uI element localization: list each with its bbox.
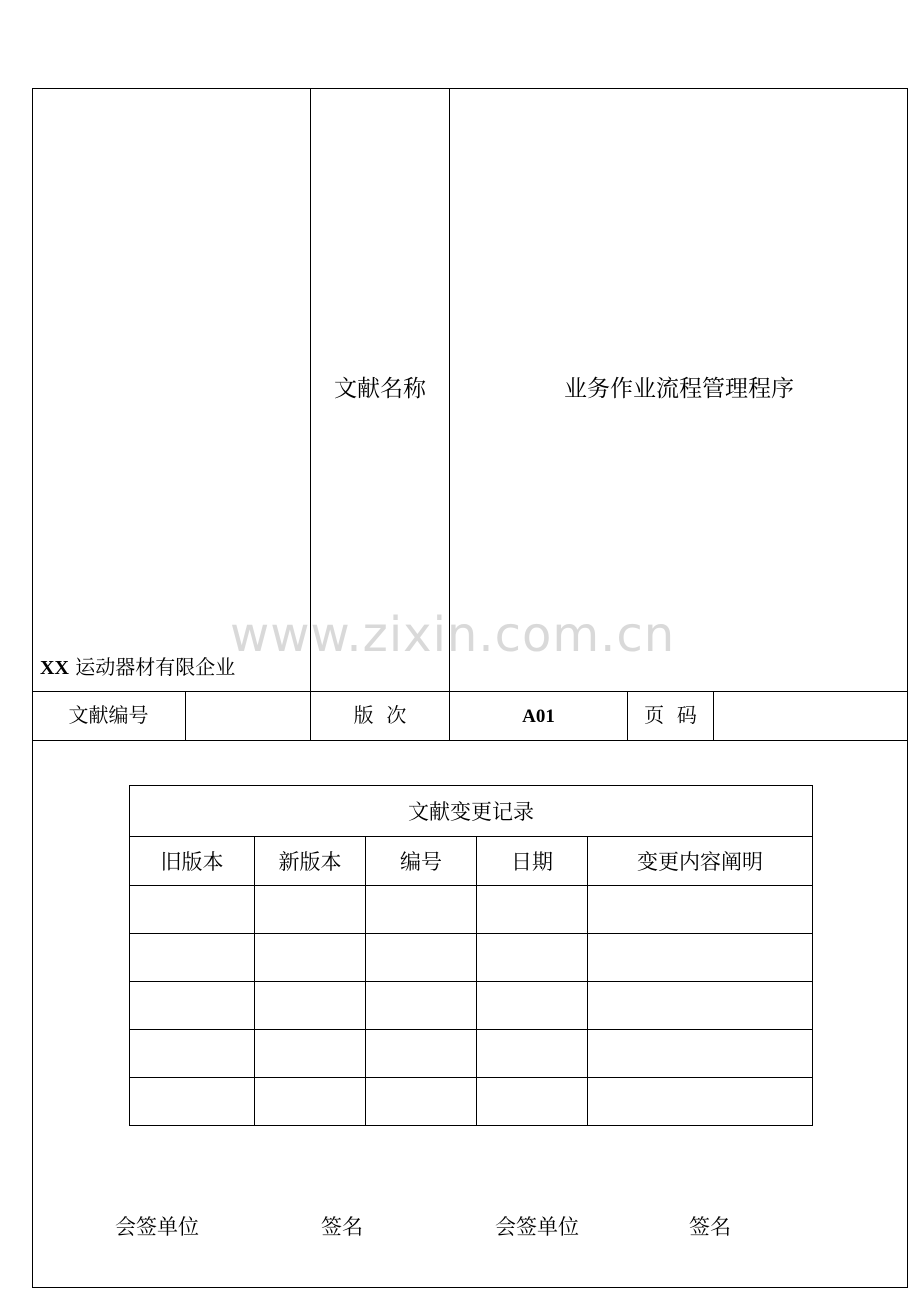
table-row: [130, 1030, 813, 1078]
table-cell[interactable]: [366, 1078, 477, 1126]
change-log-header-row: [130, 837, 813, 886]
watermark: www.zixin.com.cn: [230, 607, 676, 663]
table-row: [130, 982, 813, 1030]
version-value: A01: [522, 706, 555, 727]
signoff-sign-label-1: 签名: [321, 1215, 363, 1239]
column-header-old-version: 旧版本: [130, 837, 255, 886]
doc-name-value: 业务作业流程管理程序: [564, 376, 794, 402]
table-cell[interactable]: [588, 1078, 813, 1126]
table-cell[interactable]: [255, 1078, 366, 1126]
table-cell[interactable]: [255, 982, 366, 1030]
column-header-number: 编号: [366, 837, 477, 886]
table-cell[interactable]: [366, 1030, 477, 1078]
table-cell[interactable]: [477, 1030, 588, 1078]
table-cell[interactable]: [588, 1030, 813, 1078]
signoff-unit-label-1: 会签单位: [115, 1215, 199, 1239]
column-header-new-version: 新版本: [255, 837, 366, 886]
table-cell[interactable]: [255, 934, 366, 982]
divider-meta-5: [713, 691, 714, 740]
table-cell[interactable]: [477, 934, 588, 982]
change-log-title: 文献变更记录: [130, 786, 813, 837]
table-cell[interactable]: [366, 934, 477, 982]
table-cell[interactable]: [130, 982, 255, 1030]
table-cell[interactable]: [588, 982, 813, 1030]
table-cell[interactable]: [255, 886, 366, 934]
table-cell[interactable]: [366, 982, 477, 1030]
table-cell[interactable]: [588, 886, 813, 934]
company-name-text: 运动器材有限企业: [75, 655, 236, 679]
version-label: 版 次: [353, 703, 407, 727]
table-cell[interactable]: [477, 1078, 588, 1126]
page-label: 页 码: [644, 703, 697, 727]
signoff-sign-label-2: 签名: [689, 1215, 731, 1239]
column-header-date: 日期: [477, 837, 588, 886]
change-log-table: [129, 785, 813, 1126]
column-header-change-description: 变更内容阐明: [588, 837, 813, 886]
table-row: [130, 886, 813, 934]
divider-meta-body: [32, 740, 908, 741]
table-cell[interactable]: [588, 934, 813, 982]
table-cell[interactable]: [130, 934, 255, 982]
table-cell[interactable]: [130, 1078, 255, 1126]
company-name: [40, 657, 235, 678]
company-prefix: XX: [40, 657, 69, 679]
table-cell[interactable]: [130, 886, 255, 934]
change-log-title-row: [130, 786, 813, 837]
table-row: [130, 1078, 813, 1126]
table-cell[interactable]: [255, 1030, 366, 1078]
table-cell[interactable]: [477, 886, 588, 934]
signoff-unit-label-2: 会签单位: [495, 1215, 579, 1239]
table-cell[interactable]: [130, 1030, 255, 1078]
divider-header-meta: [32, 691, 908, 692]
doc-name-label: 文献名称: [334, 376, 426, 402]
doc-number-label: 文献编号: [68, 703, 149, 727]
table-cell[interactable]: [366, 886, 477, 934]
table-cell[interactable]: [477, 982, 588, 1030]
table-row: [130, 934, 813, 982]
divider-meta-1: [185, 691, 186, 740]
